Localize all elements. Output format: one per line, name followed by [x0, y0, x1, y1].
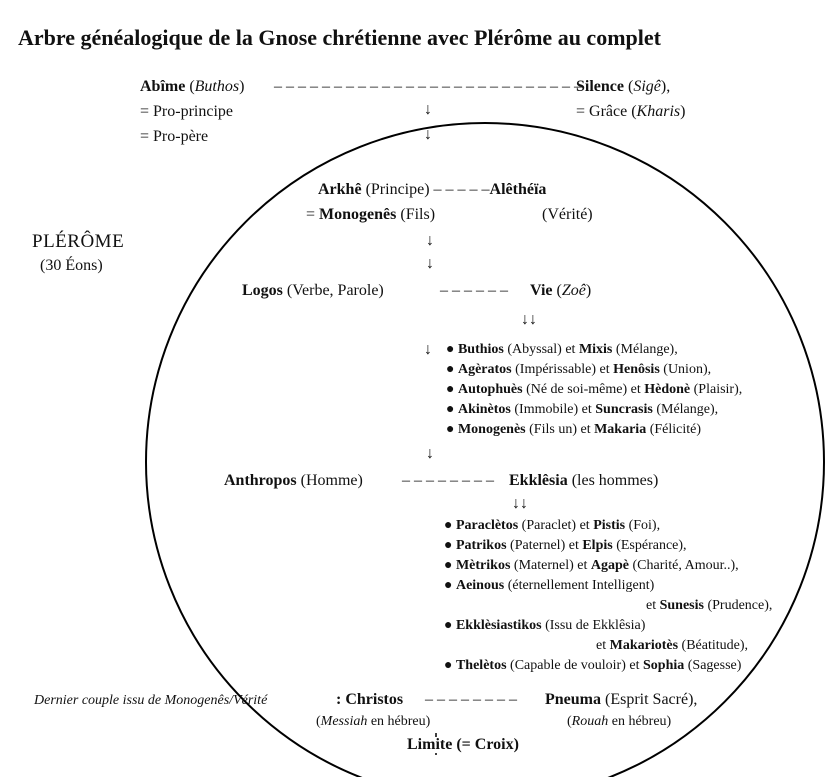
- henosis-name: Henôsis: [613, 362, 660, 377]
- bullet: ●: [446, 422, 455, 437]
- arrow-down-icon: ↓: [426, 445, 434, 462]
- et-word: et: [630, 382, 641, 397]
- monogenes-name: Monogenês: [319, 206, 397, 223]
- silence-gloss-close: ),: [660, 78, 671, 95]
- aletheia-name: Alêthéïa: [489, 181, 547, 198]
- vie-open: (: [556, 282, 562, 299]
- sunesis-name: Sunesis: [659, 598, 704, 613]
- bullet: ●: [444, 618, 453, 633]
- bullet: ●: [444, 538, 453, 553]
- patrikos-gloss: (Paternel): [510, 538, 566, 553]
- rouah-rest: en hébreu): [611, 714, 672, 729]
- anthropos-child-2: [444, 539, 687, 553]
- anthropos-gloss: (Homme): [300, 472, 363, 489]
- anthropos-line: [224, 473, 363, 489]
- logos-child-4: [446, 403, 718, 417]
- bullet: ●: [446, 342, 455, 357]
- christos-name: Christos: [345, 691, 404, 708]
- aletheia-gloss: (Vérité): [542, 206, 593, 223]
- bullet: ●: [446, 382, 455, 397]
- logos-line: [242, 283, 384, 299]
- aeinous-name: Aeinous: [455, 578, 505, 593]
- elpis-name: Elpis: [582, 538, 613, 553]
- last-couple-note: Dernier couple issu de Monogenês/Vérité: [34, 693, 268, 708]
- anthropos-child-5: [444, 619, 645, 633]
- arkhe-dashes: – – – – –: [433, 181, 490, 198]
- anthropos-child-1: [444, 519, 660, 533]
- page-title: Arbre généalogique de la Gnose chrétienne avec Plérôme au complet: [18, 25, 661, 50]
- logos-child-2: [446, 363, 711, 377]
- logos-name: Logos: [242, 282, 283, 299]
- rouah-line: [567, 715, 671, 729]
- mixis-gloss: (Mélange),: [615, 342, 678, 357]
- pneuma-name: Pneuma: [545, 691, 601, 708]
- arkhe-line: [318, 182, 546, 198]
- theletos-gloss: (Capable de vouloir): [510, 658, 626, 673]
- pistis-name: Pistis: [593, 518, 626, 533]
- anthropos-child-5-partner: [596, 639, 748, 653]
- logos-child-1: [446, 343, 678, 357]
- messiah-name: Messiah: [320, 714, 368, 729]
- pleroma-circle: [146, 123, 824, 777]
- kharis-name: Kharis: [636, 103, 681, 120]
- monogenes-prefix: =: [306, 206, 320, 223]
- anthropos-child-6: [444, 659, 741, 673]
- suncrasis-name: Suncrasis: [595, 402, 653, 417]
- arrow-down-icon: ↓: [426, 255, 434, 272]
- monogenes-gloss: (Fils): [400, 206, 436, 223]
- bullet: ●: [446, 402, 455, 417]
- patrikos-name: Patrikos: [455, 538, 507, 553]
- monogenes-line: [306, 207, 435, 223]
- makaria-name: Makaria: [594, 422, 647, 437]
- logos-gloss: (Verbe, Parole): [286, 282, 384, 299]
- logos-child-3: [446, 383, 742, 397]
- arrow-down-icon: ↓: [424, 341, 432, 358]
- et-word: et: [646, 598, 657, 613]
- et-word: et: [629, 658, 640, 673]
- makaria-gloss: (Félicité): [649, 422, 702, 437]
- logos-vie-dashes: – – – – – –: [440, 282, 508, 299]
- sunesis-gloss: (Prudence),: [707, 598, 773, 613]
- sige-name: Sigê: [633, 78, 661, 95]
- makariotes-gloss: (Béatitude),: [681, 638, 749, 653]
- hedone-gloss: (Plaisir),: [693, 382, 743, 397]
- ekklesiastikos-name: Ekklèsiastikos: [455, 618, 542, 633]
- akinetos-name: Akinètos: [457, 402, 511, 417]
- pleroma-label: PLÉRÔME: [32, 231, 125, 252]
- henosis-gloss: (Union),: [663, 362, 712, 377]
- pistis-gloss: (Foi),: [628, 518, 661, 533]
- arrow-down-icon: ↓: [424, 126, 432, 143]
- double-arrow-down-icon: ↓↓: [512, 495, 528, 512]
- pleroma-sub: (30 Éons): [40, 257, 103, 274]
- arkhe-name: Arkhê: [318, 181, 362, 198]
- hedone-name: Hèdonè: [644, 382, 691, 397]
- anthropos-name: Anthropos: [224, 472, 297, 489]
- silence-name: Silence: [576, 78, 624, 95]
- monogenes-child-name: Monogenès: [457, 422, 526, 437]
- et-word: et: [579, 518, 590, 533]
- messiah-rest: en hébreu): [370, 714, 431, 729]
- abime-gloss-open: (: [189, 78, 195, 95]
- ekklesia-gloss: (les hommes): [571, 472, 659, 489]
- et-word: et: [568, 538, 579, 553]
- akinetos-gloss: (Immobile): [514, 402, 579, 417]
- metrikos-name: Mètrikos: [455, 558, 511, 573]
- anthropos-ekklesia-dashes: – – – – – – – –: [402, 472, 494, 489]
- buthios-name: Buthios: [457, 342, 504, 357]
- bullet: ●: [444, 518, 453, 533]
- ageratos-name: Agèratos: [457, 362, 512, 377]
- messiah-line: [316, 715, 430, 729]
- et-word: et: [565, 342, 576, 357]
- et-word: et: [580, 422, 591, 437]
- proprincipe: = Pro-principe: [140, 103, 233, 120]
- limite-label: Limite (= Croix): [407, 736, 519, 753]
- sophia-name: Sophia: [643, 658, 685, 673]
- ageratos-gloss: (Impérissable): [515, 362, 596, 377]
- et-word: et: [596, 638, 607, 653]
- et-word: et: [581, 402, 592, 417]
- paracletos-gloss: (Paraclet): [521, 518, 577, 533]
- autophues-gloss: (Né de soi-même): [526, 382, 628, 397]
- paracletos-name: Paraclètos: [455, 518, 519, 533]
- pneuma-line: [545, 692, 697, 708]
- ekklesia-name: Ekklêsia: [509, 472, 568, 489]
- suncrasis-gloss: (Mélange),: [656, 402, 719, 417]
- bullet: ●: [444, 658, 453, 673]
- mixis-name: Mixis: [578, 342, 613, 357]
- agape-gloss: (Charité, Amour..),: [632, 558, 739, 573]
- anthropos-child-3: [444, 559, 739, 573]
- grace-prefix: = Grâce (: [576, 103, 637, 120]
- et-word: et: [577, 558, 588, 573]
- arkhe-gloss: (Principe): [365, 181, 430, 198]
- sophia-gloss: (Sagesse): [687, 658, 742, 673]
- rouah-open: (: [567, 714, 572, 729]
- elpis-gloss: (Espérance),: [616, 538, 687, 553]
- grace-line: [576, 104, 685, 120]
- christos-colon: :: [336, 691, 342, 708]
- abime-gloss-close: ): [239, 78, 245, 95]
- logos-child-5: [446, 423, 701, 437]
- rouah-name: Rouah: [571, 714, 609, 729]
- bullet: ●: [446, 362, 455, 377]
- double-arrow-down-icon: ↓↓: [521, 311, 537, 328]
- arrow-down-icon: ↓: [424, 101, 432, 118]
- bullet: ●: [444, 558, 453, 573]
- et-word: et: [599, 362, 610, 377]
- buthos-name: Buthos: [194, 78, 240, 95]
- anthropos-child-4: [444, 579, 654, 593]
- theletos-name: Thelètos: [455, 658, 507, 673]
- autophues-name: Autophuès: [457, 382, 523, 397]
- ekklesia-line: [509, 473, 658, 489]
- arrow-down-icon: ↓: [426, 232, 434, 249]
- abime-name: Abîme: [140, 78, 186, 95]
- monogenes-child-gloss: (Fils un): [529, 422, 577, 437]
- christos-pneuma-dashes: – – – – – – – –: [425, 691, 517, 708]
- agape-name: Agapè: [590, 558, 629, 573]
- vie-name: Vie: [530, 282, 553, 299]
- vie-line: [530, 283, 591, 299]
- vie-close: ): [585, 282, 592, 299]
- pneuma-gloss: (Esprit Sacré),: [605, 691, 698, 708]
- propere: = Pro-père: [140, 128, 209, 145]
- abime-line: [140, 79, 244, 95]
- makariotes-name: Makariotès: [609, 638, 679, 653]
- aeinous-gloss: (éternellement Intelligent): [507, 578, 655, 593]
- bullet: ●: [444, 578, 453, 593]
- christos-line: [336, 692, 403, 708]
- buthios-gloss: (Abyssal): [507, 342, 562, 357]
- silence-gloss-open: (: [628, 78, 634, 95]
- abime-silence-dashes: – – – – – – – – – – – – – – – – – – – – – – – – – –: [274, 78, 582, 95]
- messiah-open: (: [316, 714, 321, 729]
- anthropos-child-4-partner: [646, 599, 772, 613]
- grace-close: ): [680, 103, 686, 120]
- zoe-name: Zoê: [561, 282, 586, 299]
- silence-line: [576, 79, 670, 95]
- ekklesiastikos-gloss: (Issu de Ekklêsia): [545, 618, 646, 633]
- metrikos-gloss: (Maternel): [513, 558, 574, 573]
